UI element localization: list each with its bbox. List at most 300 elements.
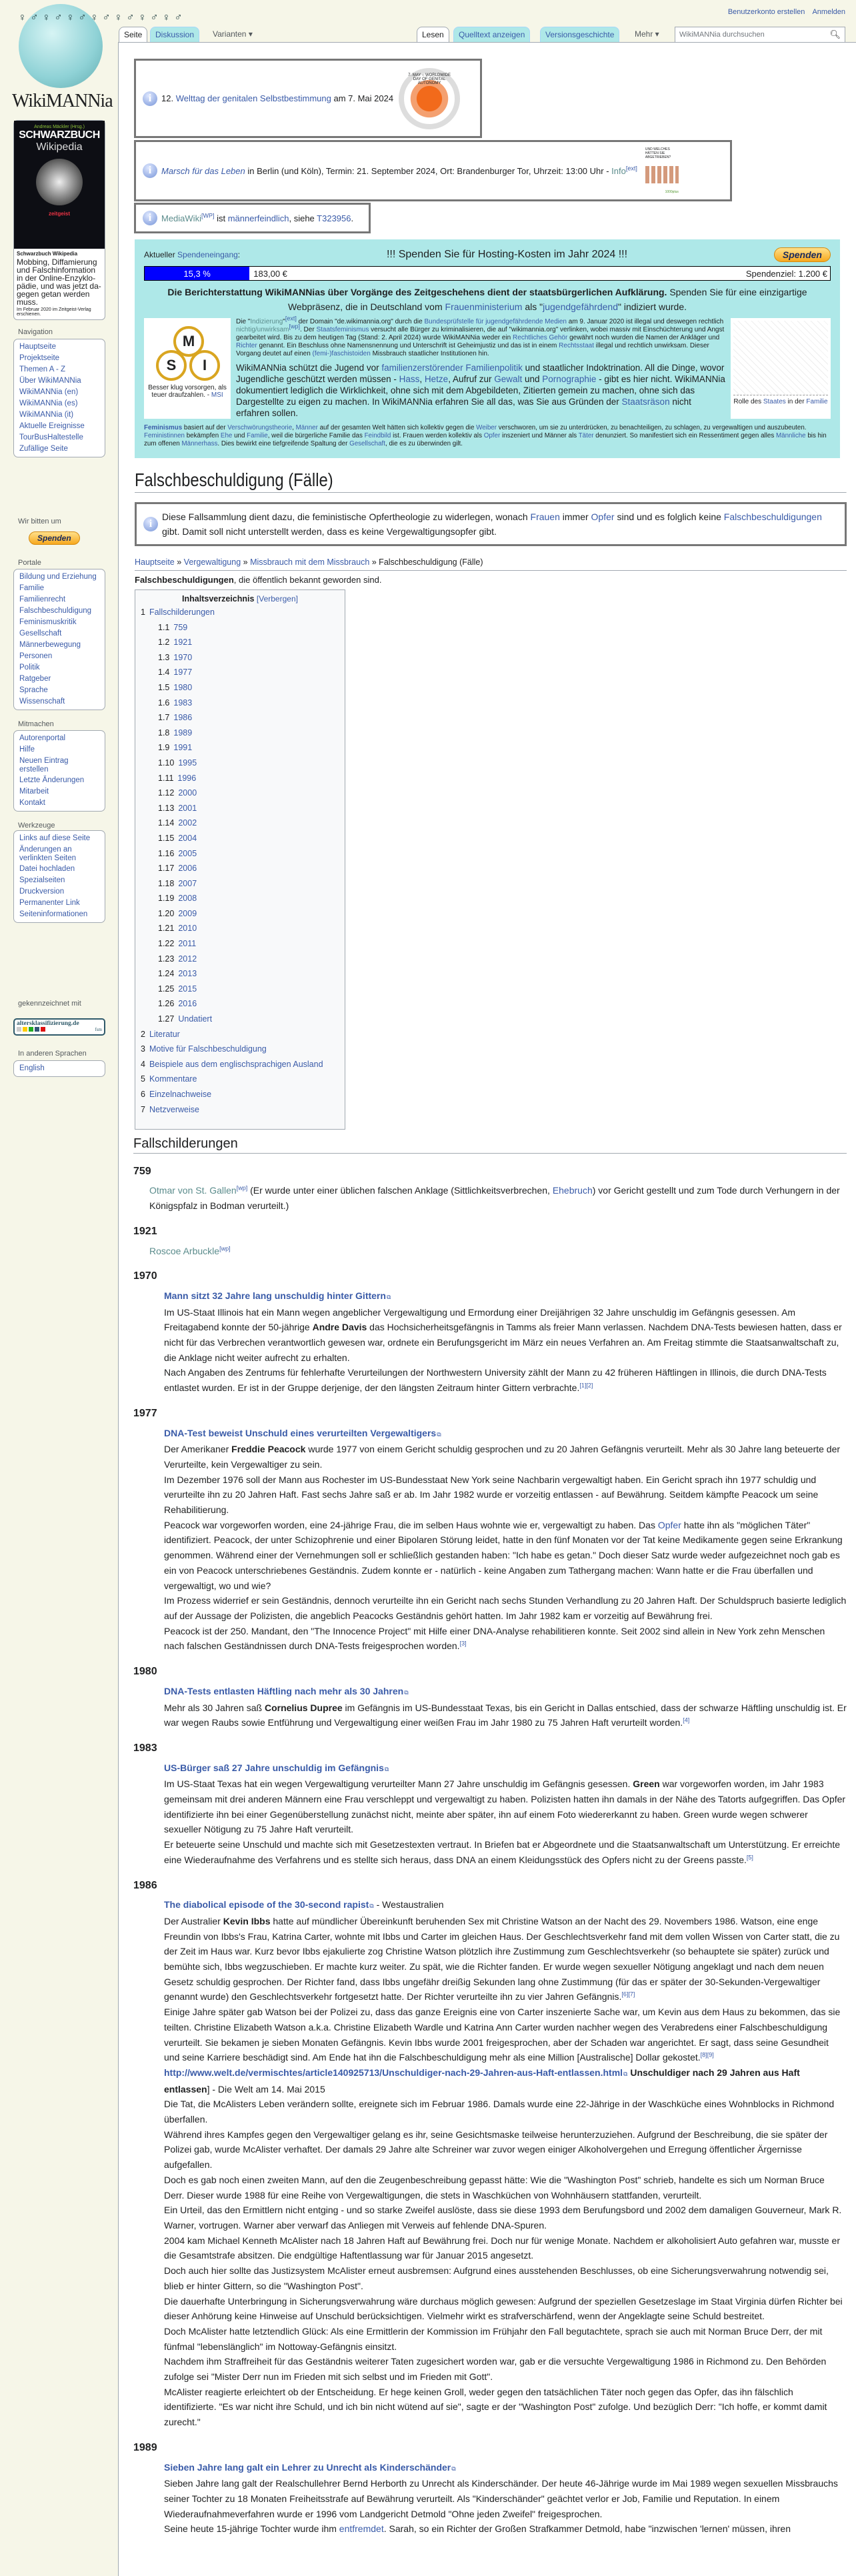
toc-link[interactable]: 2008 [178,894,197,904]
inline-link[interactable]: Gesellschaft [349,440,385,447]
sidebar-item[interactable]: WikiMANNia (es) [19,399,78,407]
toc-entry[interactable] [141,952,339,967]
toc-link[interactable]: 2002 [178,818,197,828]
toc-number: 1.23 [158,954,175,964]
progress-fill: 15,3 % [145,267,249,280]
sidebar-item[interactable]: Links auf diese Seite [19,834,91,842]
sidebar-item[interactable]: Familienrecht [19,595,66,603]
toc-number: 1.13 [158,803,175,813]
book-publication: Im Februar 2020 im Zeitgeist-Verlag erschienen. [17,307,91,317]
toc-entry[interactable] [141,710,339,726]
case-paragraph: Ein Urteil, das den Ermittlern nicht entging - und so starke Zweifel auslöste, dass sie diese 1993 dem Berufungsbord und 2002 dem damaligen Gouverneur, Mark R. Warner, vortrugen. Warner aber verwarf das Anliegen mit Verweis auf fehlende DNA-Spuren. [164,2205,842,2231]
sidebar-item[interactable]: Familie [19,584,45,592]
wiki-link[interactable]: Indizierung [250,318,283,325]
inline-link[interactable]: Pornographie [542,374,597,384]
notice-text: Marsch für das Leben in Berlin (und Köln), Termin: 21. September 2024, Ort: Brandenburger Tor, Uhrzeit: 13:00 Uhr - Info[ext] [161,165,637,176]
inline-link[interactable]: Rechtliches Gehör [513,334,568,341]
reference-link[interactable]: [3] [459,1640,467,1647]
sidebar-item[interactable]: Hauptseite [19,343,56,351]
case-paragraph: Während ihres Kampfes gegen den Vergewaltiger gelang es ihr, seine Gesichtsmaske teilweise herunterzuziehen. Aufgrund der Beschreibung, die sie später der Polizei gab, wurde McAlister verhaftet. Der damals 29 Jahre alte Schreiner war zuvor wegen einiger Alkoholvergehen und Erregung öffentlicher Ärgernisse aufgefallen. [164,2129,828,2171]
toc-link[interactable]: 2013 [178,969,197,979]
donate-heading: Wir bitten um [18,517,61,525]
info-icon: i [143,517,158,531]
sidebar-item[interactable]: Seiteninformationen [19,910,88,918]
toc-entry[interactable] [141,876,339,892]
toc-link[interactable]: 2012 [178,954,197,964]
external-link[interactable]: Mann sitzt 32 Jahre lang unschuldig hinter Gittern [164,1290,386,1301]
year-heading: 1986 [133,1879,157,1891]
inline-link[interactable]: Staatsfeminismus [316,326,369,333]
bold-text: Die Berichterstattung WikiMANNias über Vorgänge des Zeitgeschehens dient der staatsbürgerlichen Aufklärung. [167,287,667,297]
toc-entry[interactable] [141,756,339,771]
sidebar-item[interactable]: Mitarbeit [19,788,49,796]
wiki-link[interactable]: nichtig/unwirksam [236,326,289,333]
toc-number: 1.5 [158,682,170,692]
reference-link[interactable]: [wp] [236,1184,248,1192]
msi-logo-box [144,318,231,419]
tab-diskussion[interactable]: Diskussion [150,27,199,42]
toc-link[interactable]: 759 [173,622,188,632]
section-heading: Fallschilderungen [133,1136,847,1154]
tab-lesen[interactable]: Lesen [417,27,449,42]
werkzeuge-heading: Werkzeuge [18,822,55,830]
msi-caption: Besser klug vorsorgen, als teuer draufzahlen. - MSI [148,384,227,399]
toc-link[interactable]: Fallschilderungen [149,607,215,617]
book-promo[interactable] [13,120,105,320]
book-publisher: zeitgeist [48,211,70,217]
donation-amount: 183,00 € [253,268,287,279]
toc-link[interactable]: 1986 [173,713,193,723]
inline-link[interactable]: Frauen [530,511,560,522]
reference-link[interactable]: [ext] [285,315,297,322]
reference-link[interactable]: [wp] [219,1244,231,1252]
reference-link[interactable]: [wp] [289,323,300,330]
toc-entry[interactable] [141,650,339,666]
reference [707,2052,714,2059]
external-link[interactable]: The diabolical episode of the 30-second rapist [164,1899,369,1910]
reference-link[interactable]: [6] [621,1991,629,1998]
babies-image [645,166,679,183]
toc-entry[interactable] [141,696,339,711]
toc-number: 1.2 [158,637,170,648]
sidebar-item[interactable]: Aktuelle Ereignisse [19,422,85,430]
sidebar-item[interactable]: Sprache [19,686,48,694]
search-input[interactable] [675,27,845,43]
sidebar-item[interactable]: Autorenportal [19,734,66,742]
notice-text: 12. Welttag der genitalen Selbstbestimmung am 7. Mai 2024 [161,93,394,103]
toc-link[interactable]: 2005 [178,848,197,858]
inline-link[interactable]: Männliche [775,432,806,439]
inline-link[interactable]: Welttag der genitalen Selbstbestimmung [175,93,331,103]
toc-link[interactable]: 2001 [178,803,197,813]
reference [621,1991,628,1998]
toc-entry[interactable] [141,771,339,786]
inline-link[interactable]: Männer [295,424,318,431]
login-link[interactable]: Anmelden [812,8,845,16]
sidebar-item[interactable]: Neuen Eintrag erstellen [19,757,69,774]
inline-link[interactable]: Familie [247,432,268,439]
inline-link[interactable]: Spendeneingang [177,250,238,259]
inline-link[interactable]: Hass [399,374,420,384]
toc-link[interactable]: 1991 [173,743,193,753]
notice-text: MediaWiki[WP] ist männerfeindlich, siehe T323956. [161,212,354,223]
inline-link[interactable]: Feindbild [364,432,391,439]
toc-toggle[interactable]: [Verbergen] [256,594,298,603]
toc-link[interactable]: 1921 [173,637,193,648]
tab-mehr-dropdown[interactable]: Mehr ▾ [635,29,659,39]
search-icon[interactable]: 🔍︎ [829,29,841,39]
toc-link[interactable]: 1983 [173,698,193,708]
toc-entry[interactable] [141,891,339,906]
sidebar-item[interactable]: Bildung und Erziehung [19,573,97,581]
inline-link[interactable]: Weiber [476,424,497,431]
toc-link[interactable]: 2016 [178,999,197,1009]
reference [683,1717,689,1724]
reference-link[interactable]: [2] [586,1382,593,1389]
toc-number: 1.12 [158,788,175,798]
year-heading: 1989 [133,2441,157,2453]
toc-entry[interactable] [141,816,339,831]
toc-number: 5 [141,1074,145,1084]
toc-entry[interactable] [141,1087,339,1102]
sidebar-item[interactable]: Hilfe [19,746,35,754]
toc-link[interactable]: 2011 [178,939,197,949]
languages-menu [13,1060,105,1077]
toc-number: 2 [141,1029,145,1039]
toc-link[interactable]: 1977 [173,668,193,678]
toc-entry[interactable] [141,921,339,936]
reference [237,1185,248,1192]
inline-link[interactable]: T323956 [317,213,351,223]
inline-link[interactable]: Staatsräson [621,397,670,407]
toc-entry[interactable] [141,996,339,1012]
reference-link[interactable]: [7] [628,1991,635,1998]
navigation-menu [13,339,105,457]
wiki-link[interactable]: Otmar von St. Gallen [149,1185,237,1196]
case-paragraph: http://www.welt.de/vermischtes/article140925713/Unschuldiger-nach-29-Jahren-aus-Haft-entlassen.html⧉ Unschuldiger nach 29 Jahren aus Haft entlassen] - Die Welt am 14. Mai 2015 [164,2067,800,2095]
logo-text: WikiMANNia [12,91,113,111]
msi-letter: I [189,350,220,381]
inline-link[interactable]: Verschwörungstheorie [227,424,293,431]
note-text: Diese Fallsammlung dient dazu, die feministische Opfertheologie zu widerlegen, wonach Frauen immer Opfer sind und es folglich keine Falschbeschuldigungen gibt. Damit soll nicht unterstellt werden, dass es keine Vergewaltigungsopfer gibt. [162,511,822,537]
external-link[interactable]: Sieben Jahre lang galt ein Lehrer zu Unrecht als Kinderschänder [164,2461,451,2473]
toc-number: 1.15 [158,833,175,843]
sidebar-item[interactable]: Feminismuskritik [19,618,77,626]
toc-link[interactable]: 2009 [178,908,197,918]
article-body [133,1136,847,2537]
toc-entry[interactable] [141,605,339,620]
sidebar-item[interactable]: Letzte Änderungen [19,776,85,784]
toc-number: 7 [141,1104,145,1114]
case-paragraph: Nach Angaben des Zentrums für fehlerhafte Verurteilungen der Northwestern University zählt der Mann zu 42 früheren Häftlingen in Illinois, die durch DNA-Tests entlastet wurden. Er ist in der Gruppe derjenige, der den längsten Zeitraum hinter Gittern verbrachte.[1][2] [164,1367,827,1394]
bold-text: Unschuldiger nach 29 Jahren aus Haft entlassen [164,2067,800,2095]
book-caption-title: Schwarzbuch Wikipedia [17,251,78,257]
case-paragraph: Die dauerhafte Unterbringung in Sicherungsverwahrung wäre durchaus möglich gewesen: Aufgrund der speziellen Gesetzeslage im Staat Virginia dürfen Richter bei dieser Anhörung keine Hinweise auf Unschuld berücksichtigen. Vielmehr wirkt es strafverschärfend, wenn der Angeklagte seine Schuld bestreitet. [164,2295,843,2322]
reference-link[interactable]: [ext] [625,165,637,172]
toc-entry[interactable] [141,831,339,846]
case-title [164,1288,847,1305]
bold-text: Cornelius Dupree [264,1702,343,1713]
mitmachen-menu [13,730,105,812]
sidebar-item[interactable]: Gesellschaft [19,629,62,637]
toc-number: 6 [141,1090,145,1099]
case-paragraph: Einige Jahre später gab Watson bei der Polizei zu, dass das ganze Ereignis eine von Carter inszenierte Sache war, um Kevin aus dem Haus zu bekommen, das sie teilten. Christine Elizabeth Watson a.k.a. Christine Elizabeth Wardle und Katrina Ann Carter wurden nachher wegen des Verabredens einer Falschbeschuldigung verurteilt. Sie bekamen je sieben Monaten Gefängnis. Kevin Ibbs wurde 2001 freigesprochen, aber der Schaden war angerichtet. Er sagt, dass seine Gesundheit und seine Karriere beschädigt sind. Am Ende hat ihn die Falschbeschuldigung mehr als eine Million [Australische] Dollar gekostet.[8][9] [164,2007,841,2063]
toc-link[interactable]: Literatur [149,1029,180,1039]
sidebar-item[interactable]: Falschbeschuldigung [19,607,92,615]
external-link-icon: ⧉ [623,2070,628,2077]
sidebar-item[interactable]: Wissenschaft [19,698,65,706]
inline-link[interactable]: Vergewaltigung [183,557,241,567]
toc-entry[interactable] [141,1012,339,1027]
tab-seite[interactable]: Seite [119,27,147,42]
toc-entry[interactable] [141,861,339,876]
inline-link[interactable]: Bundesprüfstelle für jugendgefährdende Medien [424,318,567,325]
year-heading: 1970 [133,1270,157,1282]
toc-entry[interactable] [141,1042,339,1057]
toc-number: 1.21 [158,924,175,934]
bold-text: Freddie Peacock [231,1444,306,1455]
portale-heading: Portale [18,559,41,567]
sidebar-item[interactable]: Spezialseiten [19,876,65,884]
inline-link[interactable]: Ehe [220,432,233,439]
toc-number: 1.8 [158,728,170,738]
toc-entry[interactable] [141,680,339,696]
reference-link[interactable]: [WP] [201,212,215,219]
tab-varianten-dropdown[interactable]: Varianten ▾ [213,29,253,39]
toc-entry[interactable] [141,906,339,922]
indizierung-text: Die "Indizierung"[ext] der Domain "de.wikimannia.org" durch die Bundesprüfstelle für jugendgefährdende Medien am 9. Januar 2020 ist illegal und deswegen rechtlich nichtig/unwirksam[wp]. Der Staatsfeminismus versucht alle Bürger zu kriminalisieren, die auf "wikimannia.org" verlinken, wobei massiv mit Einschüchterung und Angst gearbeitet wird. Bis zu dem heutigen Tag (Stand: 2. April 2024) wurde WikiMANNia weder ein Rechtliches Gehör gewährt noch wurden die Namen der Ankläger und Richter genannt. Ein Beschluss ohne Namensnennung und Unterschrift ist Geheimjustiz und das ist in einem Rechtsstaat illegal und rechtlich unwirksam. Dieser Vorgang deutet auf einen (femi-)faschistoiden Missbrauch staatlicher Institutionen hin. [236,315,725,357]
breadcrumb: Hauptseite » Vergewaltigung » Missbrauch mit dem Missbrauch » Falschbeschuldigung (Fälle) [135,557,847,571]
book-subtitle: Wikipedia [36,141,83,153]
sidebar-item[interactable]: Änderungen an verlinkten Seiten [19,846,77,862]
toc-number: 1.17 [158,864,175,874]
inline-link[interactable]: Feminismus [144,424,183,431]
info-icon: i [143,163,157,178]
toc-entry[interactable] [141,801,339,816]
notice-genital-day [134,59,482,138]
toc-link[interactable]: 1980 [173,682,193,692]
toc-entry[interactable] [141,665,339,680]
inline-link[interactable]: Feministinnen [144,432,185,439]
toc-title: Inhaltsverzeichnis [182,594,255,603]
puzzle-globe-icon [36,159,83,205]
case-paragraph: Doch McAlister hatte letztendlich Glück: Als eine Ermittlerin der Kommission im Frühjahr den Fall begutachtete, sprach sie auch mit Norman Bruce Derr, der mit fünfmal "lebenslänglich" im Nottoway-Gefängnis einsitzt. [164,2325,823,2352]
inline-link[interactable]: Männerhass [181,440,218,447]
toc-link[interactable]: Einzelnachweise [149,1090,212,1099]
cartoon-caption: Rolle des Staates in der Familie [733,398,828,405]
toc-number: 1.24 [158,969,175,979]
sidebar-item[interactable]: Datei hochladen [19,865,75,873]
reference-link[interactable]: [9] [707,2051,714,2059]
reference [626,165,637,171]
reference [201,212,215,219]
inline-link[interactable]: Opfer [483,432,501,439]
year-heading: 759 [133,1165,151,1177]
toc-link[interactable]: 1989 [173,728,193,738]
inline-link[interactable]: Opfer [591,511,615,522]
toc-link[interactable]: 2015 [178,984,197,994]
toc-entry[interactable] [141,846,339,862]
case-paragraph [149,1244,847,1259]
inline-link[interactable]: Opfer [657,1519,681,1530]
toc-entry[interactable] [141,740,339,756]
sidebar-item[interactable]: Kontakt [19,799,45,807]
toc-link[interactable]: 2004 [178,833,197,843]
sidebar-item[interactable]: Ratgeber [19,675,51,683]
toc-link[interactable]: Undatiert [178,1014,213,1024]
toc-entry[interactable] [141,786,339,801]
case-paragraph: Otmar von St. Gallen[wp] (Er wurde unter einer üblichen falschen Anklage (Sittlichkeitsverbrechen, Ehebruch) vor Gericht gestellt und zum Tode durch Verhungern in der Königspfalz in Bodman verurteilt.) [149,1184,840,1212]
case-paragraph: Nachdem ihm Straffreiheit für das Geständnis weiterer Taten zugesichert worden war, gab er die versuchte Vergewaltigung 1986 in Richmond zu. Den Behörden zufolge sei "Mister Derr nun im Frieden mit sich selbst und im Frieden mit Gott". [164,2356,827,2383]
intro-text: Falschbeschuldigungen, die öffentlich bekannt geworden sind. [135,575,382,585]
wiki-link[interactable]: MediaWiki [161,213,201,223]
toc-link[interactable]: 1970 [173,652,193,662]
external-link[interactable]: US-Bürger saß 27 Jahre unschuldig im Gefängnis [164,1762,384,1773]
toc-link[interactable]: 1995 [178,758,197,768]
reference [285,315,297,322]
sidebar-item[interactable]: English [19,1064,45,1072]
toc-number: 1.26 [158,999,175,1009]
case-paragraph: Sieben Jahre lang galt der Realschullehrer Bernd Herborth zu Unrecht als Kinderschänder. Der heute 46-Jährige wurde im Mai 1989 wegen sexuellen Missbrauchs seiner Tochter zu 18 Monaten Freiheitsstrafe auf Bewährung verurteilt. Als "Kinderschänder" geächtet verlor er Job, Familie und Reputation. In einem Wiederaufnahmeverfahren wurde er 1996 vom Landgericht Detmold "Ohne jeden Zweifel" freigesprochen. [164,2478,838,2519]
inline-link[interactable]: MSI [211,391,223,399]
inline-link[interactable]: Missbrauch mit dem Missbrauch [250,557,370,567]
reference [701,2052,707,2059]
inline-link[interactable]: Marsch für das Leben [161,165,245,176]
sidebar-item[interactable]: Politik [19,664,40,672]
sidebar-donate-button[interactable]: Spenden [29,531,80,545]
case-paragraph: Seine heute 15-jährige Tochter wurde ihm entfremdet. Sarah, so ein Richter der Großen Strafkammer Detmold, habe "inzwischen 'lernen' müssen, ihren [164,2523,791,2535]
content-area [118,42,856,2576]
external-link-icon: ⧉ [404,1688,409,1696]
case-title: The diabolical episode of the 30-second rapist⧉ - Westaustralien [164,1899,444,1910]
toc-entry[interactable] [141,1027,339,1042]
case-paragraph: Der Amerikaner Freddie Peacock wurde 1977 von einem Gericht schuldig gesprochen und zu 20 Jahren Gefängnis verurteilt. Mehr als 30 Jahre lang beteuerte der Verurteilte, kein Vergewaltiger zu sein. [164,1444,841,1470]
inline-link[interactable]: Falschbeschuldigungen [723,511,822,522]
external-link-icon: ⧉ [451,2465,456,2472]
case-paragraph: Mehr als 30 Jahren saß Cornelius Dupree im Gefängnis im US-Bundesstaat Texas, bis ein Gericht in Dallas entschied, dass der schwarze Häftling unschuldig ist. Er war wegen Raubs sowie Entführung und Vergewaltigung einer weißen Frau im Jahr 1980 zu 75 Jahren Haft verurteilt worden.[4] [164,1702,847,1728]
toc-entry[interactable] [141,982,339,997]
bold-text: Kevin Ibbs [223,1915,271,1926]
toc-link[interactable]: 2000 [178,788,197,798]
external-link[interactable]: DNA-Test beweist Unschuld eines verurteilten Vergewaltigers [164,1427,437,1438]
inline-link[interactable]: entfremdet [339,2523,384,2535]
sidebar-item[interactable]: Themen A - Z [19,365,66,373]
sidebar-item[interactable]: Über WikiMANNia [19,377,81,385]
toc-link[interactable]: 2006 [178,864,197,874]
inline-link[interactable]: Richter [236,342,257,349]
case-paragraph: Im US-Staat Illinois hat ein Mann wegen angeblicher Vergewaltigung und Ermordung einer Dreijährigen 32 Jahre unschuldig im Gefängnis gesessen. Am Freitagabend konnte der 50-jährige Andre Davis das Hochsicherheitsgefängnis in Tamms als freier Mann verlassen. Nachdem DNA-Tests bewiesen hatten, dass er nicht für das Verbrechen verantwortlich gewesen war, ordnete ein Berufungsgericht im März ein neues Verfahren an. Am Freitag stimmte die Staatsanwaltschaft zu, die Anklage nicht weiter aufrecht zu erhalten. [164,1306,842,1363]
inline-link[interactable]: Gewalt [494,374,523,384]
toc-number: 1.20 [158,908,175,918]
toc-number: 1.16 [158,848,175,858]
inline-link[interactable]: Hetze [424,374,449,384]
reference [579,1382,586,1388]
reference-link[interactable]: [1] [579,1382,587,1389]
toc-link[interactable]: 2007 [178,878,197,888]
toc-entry[interactable] [141,620,339,635]
reference-link[interactable]: [5] [746,1854,753,1861]
genital-autonomy-logo: 7. MAY – WORLDWIDE DAY OF GENITAL AUTONOMY [399,68,460,129]
inline-link[interactable]: Täter [578,432,594,439]
inline-link[interactable]: Hauptseite [135,557,175,567]
toc-number: 1.10 [158,758,175,768]
tab-quelltext-anzeigen[interactable]: Quelltext anzeigen [453,27,530,42]
sidebar-item[interactable]: Druckversion [19,888,65,896]
toc-entry[interactable] [141,726,339,741]
create-account-link[interactable]: Benutzerkonto erstellen [727,8,805,16]
sidebar-item[interactable]: Permanenter Link [19,899,80,907]
inline-link[interactable]: Rechtsstaat [559,342,594,349]
toc-link[interactable]: Kommentare [149,1074,197,1084]
toc-number: 4 [141,1059,145,1069]
wiki-link[interactable]: Roscoe Arbuckle [149,1245,220,1256]
sidebar-item[interactable]: Männerbewegung [19,641,81,649]
toc-entry[interactable] [141,1057,339,1072]
toc-link[interactable]: 1996 [177,773,197,783]
case-title [164,2460,847,2477]
sidebar-item[interactable]: Zufällige Seite [19,445,68,453]
notice-marsch [134,140,732,201]
sidebar-item[interactable]: Projektseite [19,354,60,362]
toc-number: 1.9 [158,743,170,753]
toc-entry[interactable] [141,936,339,952]
reference-link[interactable]: [4] [683,1716,690,1724]
sidebar-item[interactable]: WikiMANNia (it) [19,411,74,419]
reference [628,1991,635,1998]
wiki-link[interactable]: Info [611,165,626,176]
inline-link[interactable]: Ehebruch [552,1185,593,1196]
inline-link[interactable]: männerfeindlich [227,213,289,223]
bold-text: Green [633,1778,660,1790]
toc-number: 1.25 [158,984,175,994]
toc-entry[interactable] [141,966,339,982]
inline-link[interactable]: Staates [763,398,786,405]
inline-link[interactable]: Frauenministerium [445,301,523,312]
case-paragraph: McAlister reagierte erleichtert ob der Entscheidung. Er hege keinen Groll, weder gegen den tatsächlichen Täter noch gegen das Opfer, das ihn fälschlich identifizierte. "Es war nicht ihre Schuld, und ich bin nicht wütend auf sie", sagte er der "Washington Post" zufolge. Und bezüglich Derr: "Ich hoffe, er kommt damit zurecht." [164,2386,827,2428]
sidebar-item[interactable]: WikiMANNia (en) [19,388,79,396]
donate-button[interactable]: Spenden [774,247,831,262]
book-description: Mobbing, Diffamierung und Falschinformation in der Online-Enzyklopädie, und was jetzt dagegen getan werden muss. [17,257,101,307]
toc-entry[interactable] [141,1072,339,1087]
age-rating-badge[interactable] [13,1018,105,1036]
inline-link[interactable]: (femi-)faschistoiden [312,350,371,357]
msi-letter: M [173,326,204,357]
toc-link[interactable]: Netzverweise [149,1104,199,1114]
toc-link[interactable]: Motive für Falschbeschuldigung [149,1044,267,1054]
toc-link[interactable]: Beispiele aus dem englischsprachigen Ausland [149,1059,323,1069]
book-cover [14,121,105,249]
sidebar-item[interactable]: TourBusHaltestelle [19,433,83,441]
tab-versionsgeschichte[interactable]: Versionsgeschichte [540,27,619,42]
badge-text: altersklassifizierung.de [17,1020,79,1027]
case-title [164,1684,847,1700]
jugendschutz-text: WikiMANNia schützt die Jugend vor familienzerstörender Familienpolitik und staatlicher Indoktrination. All die Dinge, wovor Jugendliche geschützt werden müssen - Hass, Hetze, Aufruf zur Gewalt und Pornographie - gibt es hier nicht. WikiMANNia dokumentiert lediglich die Wirklichkeit, ohne sich mit dem Abgebildeten, Zitierten gemein zu machen, ohne sich das Dargestellte zu eigen zu machen. In WikiMANNia erfahren Sie all das, was Sie aus Gründen der Staatsräson nicht erfahren sollen. [236,363,725,418]
toc-entry[interactable] [141,1102,339,1118]
toc-link[interactable]: 2010 [178,924,197,934]
external-link[interactable]: http://www.welt.de/vermischtes/article140925713/Unschuldiger-nach-29-Jahren-aus-Haft-entlassen.html [164,2067,623,2078]
inline-link[interactable]: Familie [806,398,828,405]
sidebar-item[interactable]: Personen [19,652,53,660]
case-paragraph: Im Dezember 1976 soll der Mann aus Rochester im US-Bundesstaat New York seine Nachbarin vergewaltigt haben. Ein Gericht sprach ihn 1977 schuldig und verurteilte ihn zu 20 Jahren Haft. Fast sechs Jahre saß er ab. Im Jahr 1982 wurde er vorzeitig entlassen - auf Bewährung. Seitdem kämpfte Peacock um seine Rehabilitierung. [164,1474,819,1516]
collection-note [135,502,847,546]
external-link[interactable]: DNA-Tests entlasten Häftling nach mehr als 30 Jahren [164,1685,404,1696]
reference-link[interactable]: [8] [700,2051,707,2059]
case-title [164,1760,847,1777]
inline-link[interactable]: familienzerstörender Familienpolitik [381,363,523,373]
toc-entry[interactable] [141,635,339,650]
toc-number: 1.14 [158,818,175,828]
inline-link[interactable]: jugendgefährdend [543,301,618,312]
